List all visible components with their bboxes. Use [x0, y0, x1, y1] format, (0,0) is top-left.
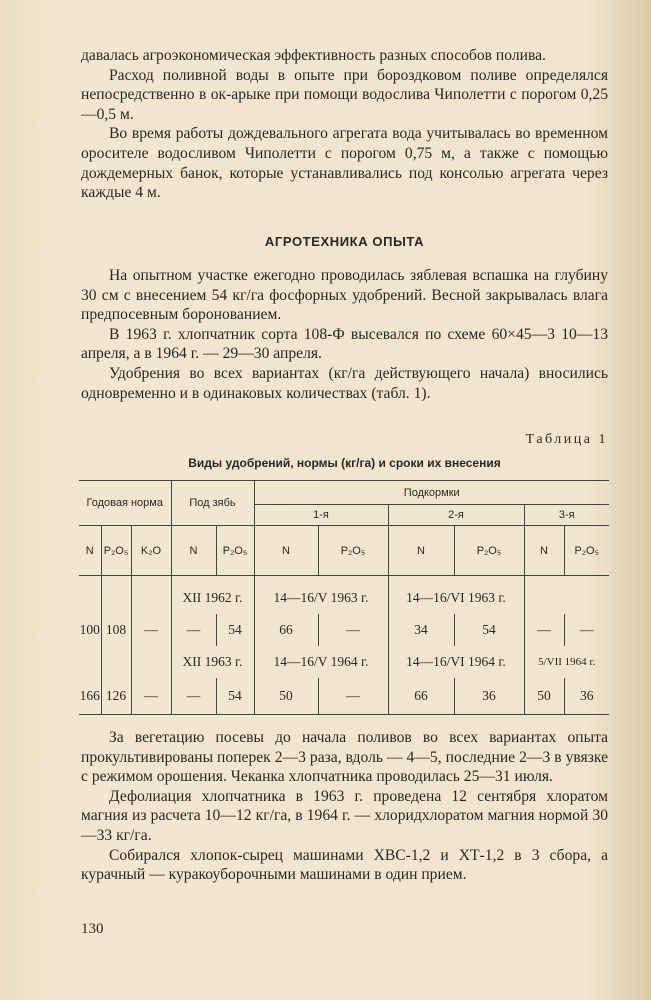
top-text: [81, 46, 608, 203]
paragraph-continuation: давалась агроэкономическая эффективность разных способов полива.: [81, 47, 546, 64]
header-second-p2o5: P₂O₅: [454, 526, 524, 576]
header-third-n: N: [524, 526, 564, 576]
header-annual-k2o: K₂O: [131, 526, 171, 576]
section-heading: АГРОТЕХНИКА ОПЫТА: [264, 234, 425, 249]
paragraph-sprinkler: Во время работы дождевального агрегата вода учитывалась во временном оросителе водосливом Чиполетти с порогом 0,75 м, а также с помощью дождемерных банок, которые устанавливались под консолью агрегата через каждые 4 м.: [81, 125, 608, 202]
fertilizer-table: [79, 480, 609, 715]
table-cell: [79, 646, 101, 678]
table-cell-date: [524, 576, 609, 615]
header-second-feeding: 2-я: [388, 505, 524, 526]
table-cell: —: [131, 678, 171, 715]
header-autumn: Под зябь: [171, 481, 254, 526]
paragraph-harvest: Собирался хлопок-сырец машинами ХВС-1,2 и ХТ-1,2 в 3 сбора, а курачный — куракоуборочными машинами в один прием.: [81, 846, 608, 884]
table-cell: 108: [101, 614, 131, 646]
header-annual-p2o5: P₂O₅: [101, 526, 131, 576]
paragraph-cultivation: За вегетацию посевы до начала поливов во всех вариантах опыта прокультивированы поперек 2—3 раза, вдоль — 4—5, последние 2—3 в увязке с режимом орошения. Чеканка хлопчатника проводилась 25—31 июля.: [81, 729, 608, 786]
table-cell: 54: [216, 614, 254, 646]
table-cell: 54: [216, 678, 254, 715]
table-cell: —: [131, 614, 171, 646]
table-cell: 54: [454, 614, 524, 646]
table-label: Таблица 1: [525, 432, 608, 447]
table-cell: 50: [254, 678, 318, 715]
paragraph-sowing: В 1963 г. хлопчатник сорта 108-Ф высевался по схеме 60×45—3 10—13 апреля, а в 1964 г. — 29—30 апреля.: [81, 325, 608, 363]
header-first-p2o5: P₂O₅: [318, 526, 388, 576]
table-cell: [101, 646, 131, 678]
header-second-n: N: [388, 526, 454, 576]
paragraph-water-flow: Расход поливной воды в опыте при бороздковом поливе определялся непосредственно в ок-арыке при помощи водослива Чиполетти с порогом 0,25—0,5 м.: [81, 66, 608, 123]
paragraph-fertilizers: Удобрения во всех вариантах (кг/га действующего начала) вносились одновременно и в одинаковых количествах (табл. 1).: [81, 364, 608, 402]
table-cell: 50: [524, 678, 564, 715]
table-row: [79, 614, 609, 646]
table-cell: [101, 576, 131, 615]
table-cell: 34: [388, 614, 454, 646]
page-number: 130: [81, 921, 104, 937]
header-autumn-n: N: [171, 526, 216, 576]
table-cell: 126: [101, 678, 131, 715]
table-cell: [131, 576, 171, 615]
header-third-p2o5: P₂O₅: [564, 526, 609, 576]
header-feedings: Подкормки: [254, 481, 609, 505]
header-annual-norm: Годовая норма: [79, 481, 171, 526]
table-cell-date: 5/VII 1964 г.: [524, 646, 609, 678]
table-cell: —: [171, 614, 216, 646]
table-cell: —: [318, 614, 388, 646]
table-cell-date: XII 1962 г.: [171, 576, 254, 615]
table-cell: 166: [79, 678, 101, 715]
table-cell: [79, 576, 101, 615]
table-cell: —: [524, 614, 564, 646]
header-first-feeding: 1-я: [254, 505, 388, 526]
table-title: Виды удобрений, нормы (кг/га) и сроки их внесения: [188, 456, 501, 470]
header-autumn-p2o5: P₂O₅: [216, 526, 254, 576]
table-cell: 66: [254, 614, 318, 646]
table-cell-date: 14—16/V 1964 г.: [254, 646, 388, 678]
bottom-text: [81, 728, 608, 885]
header-first-n: N: [254, 526, 318, 576]
table-row: [79, 576, 609, 615]
table-cell: 100: [79, 614, 101, 646]
table-cell: —: [318, 678, 388, 715]
table-cell: 36: [564, 678, 609, 715]
table-cell-date: 14—16/VI 1963 г.: [388, 576, 524, 615]
table-cell-date: 14—16/V 1963 г.: [254, 576, 388, 615]
paragraph-plowing: На опытном участке ежегодно проводилась зяблевая вспашка на глубину 30 см с внесением 54 кг/га фосфорных удобрений. Весной закрывалась влага предпосевным боронованием.: [81, 267, 608, 324]
table-cell: 66: [388, 678, 454, 715]
table-row: [79, 678, 609, 715]
paragraph-defoliation: Дефолиация хлопчатника в 1963 г. проведена 12 сентября хлоратом магния из расчета 10—12 кг/га, в 1964 г. — хлоридхлоратом магния нормой 30—33 кг/га.: [81, 787, 608, 844]
table-cell-date: 14—16/VI 1964 г.: [388, 646, 524, 678]
header-annual-n: N: [79, 526, 101, 576]
table-cell: —: [564, 614, 609, 646]
table-row: [79, 646, 609, 678]
table-cell: 36: [454, 678, 524, 715]
table-cell: —: [171, 678, 216, 715]
table-cell-date: XII 1963 г.: [171, 646, 254, 678]
middle-text: [81, 266, 608, 403]
header-third-feeding: 3-я: [524, 505, 609, 526]
table-cell: [131, 646, 171, 678]
